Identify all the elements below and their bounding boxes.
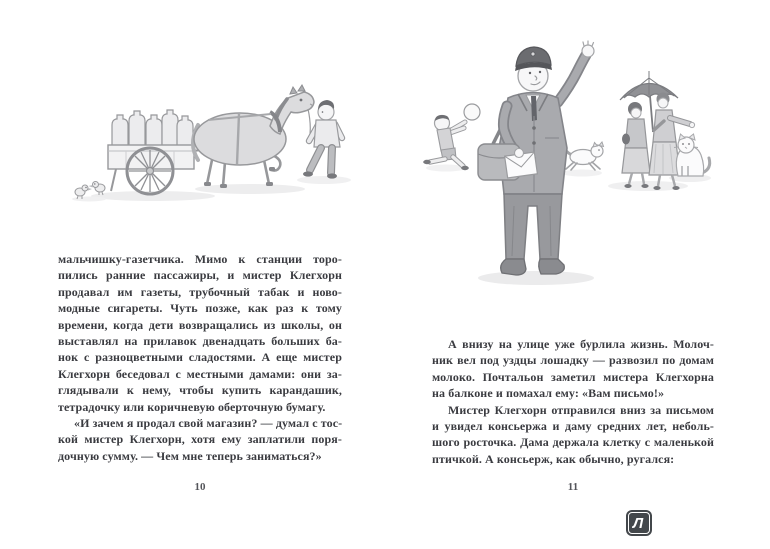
ball xyxy=(464,104,480,120)
text-line: времени, когда дети возвращались из школы, он xyxy=(58,317,342,332)
ball-boy xyxy=(423,104,480,170)
text-line: и увидел консьержа и даму средних лет, неболь- xyxy=(432,419,714,434)
ground-shadows xyxy=(426,165,711,286)
text-line: нок с разноцветными сладостями. А еще мистер xyxy=(58,350,342,365)
handbag xyxy=(622,134,630,145)
text-line: на балконе и помахал ему: «Вам письмо!» xyxy=(432,386,665,401)
milk-cart-illustration xyxy=(58,52,378,247)
text-line: тетрадочку или коричневую оберточную бумагу. xyxy=(58,399,326,414)
watermark-letter: Л xyxy=(632,514,644,532)
text-line: молоко. Почтальон заметил мистера Клегхорна xyxy=(432,369,714,384)
postman-raised-arm xyxy=(558,41,594,102)
labirint-watermark xyxy=(626,510,652,536)
text-line: кой мистер Клегхорн, хотя ему заплатили поря- xyxy=(58,432,342,447)
horse xyxy=(193,85,314,188)
postman-boot xyxy=(501,259,526,275)
postman-illustration xyxy=(420,26,752,294)
text-line: модные сигареты. Чуть позже, как раз к тому xyxy=(58,301,342,316)
boy-shoe xyxy=(303,171,313,176)
left-page-text xyxy=(58,251,342,464)
text-line: глядывали к нему, чтобы купить карандашик, xyxy=(58,383,342,398)
text-line: «И зачем я продал свой магазин? — думал с тос- xyxy=(74,416,342,431)
boy-shirt xyxy=(314,120,340,147)
lady-short xyxy=(622,102,650,188)
sitting-cat xyxy=(674,134,710,176)
text-line: шого росточка. Дама держала клетку с маленькой xyxy=(432,435,714,450)
page-number-right: 11 xyxy=(567,481,579,493)
page-number-left: 10 xyxy=(194,481,206,493)
text-line: выставлял на прилавок двенадцать больших ба- xyxy=(58,334,342,349)
cart-wheel xyxy=(127,148,173,194)
text-line: дочную сумму. — Чем мне теперь заниматься?» xyxy=(58,448,322,463)
right-page-text xyxy=(432,336,714,467)
text-line: мальчишку-газетчика. Мимо к станции торо- xyxy=(58,252,342,266)
text-line: пились ранние пассажиры, и мистер Клегхорн xyxy=(58,268,342,283)
milk-churns xyxy=(112,110,193,147)
text-line: Мистер Клегхорн отправился вниз за письмом xyxy=(448,402,714,417)
text-line: ник вел под уздцы лошадку — развозил по домам xyxy=(432,353,714,368)
boy-shoe xyxy=(327,173,337,178)
cap-badge xyxy=(531,52,535,56)
text-line: А внизу на улице уже бурлила жизнь. Молоч- xyxy=(448,337,714,351)
text-line: продавал им газеты, трубочный табак и ново- xyxy=(58,284,342,299)
postman-boot xyxy=(539,259,565,274)
postman-hand xyxy=(515,149,524,158)
cart-strut xyxy=(111,169,116,191)
text-line: птичкой. А консьерж, как обычно, ругался: xyxy=(432,451,675,466)
text-line: Клегхорн беседовал с местными дамами: они за- xyxy=(58,366,342,381)
umbrella-pole xyxy=(650,96,653,132)
